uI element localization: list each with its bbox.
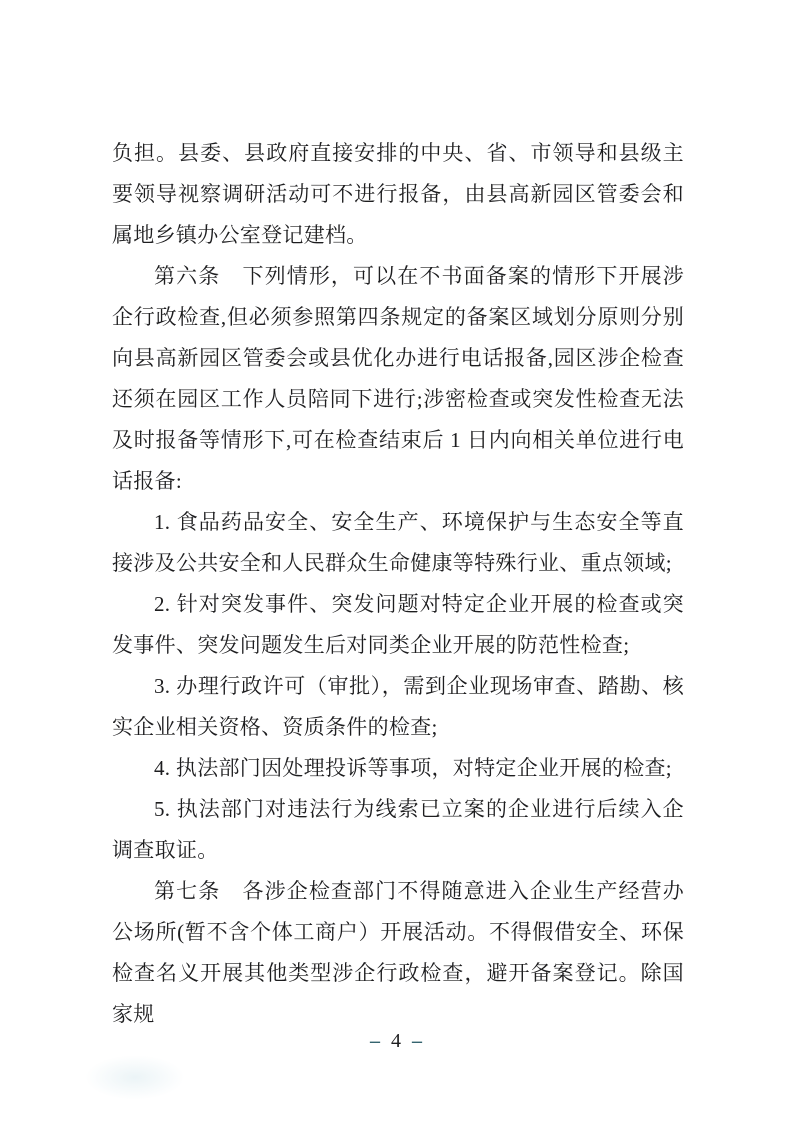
footer-dash-left: – — [370, 1030, 380, 1052]
document-body — [112, 133, 684, 1035]
footer-dash-right: – — [412, 1030, 422, 1052]
list-item-4: 4. 执法部门因处理投诉等事项，对特定企业开展的检查; — [154, 756, 672, 780]
paragraph-article-6: 第六条 下列情形，可以在不书面备案的情形下开展涉企行政检查,但必须参照第四条规定的备案区域划分原则分别向县高新园区管委会或县优化办进行电话报备,园区涉企检查还须在园区工作人员陪同下进行;涉密检查或突发性检查无法及时报备等情形下,可在检查结束后 1 日内向相关单位进行电话报备: — [112, 264, 684, 493]
scan-smudge — [85, 1055, 185, 1100]
list-item-5: 5. 执法部门对违法行为线索已立案的企业进行后续入企调查取证。 — [112, 797, 684, 862]
paragraph-article-7: 第七条 各涉企检查部门不得随意进入企业生产经营办公场所(暂不含个体工商户）开展活动。不得假借安全、环保检查名义开展其他类型涉企行政检查，避开备案登记。除国家规 — [112, 879, 684, 1026]
list-item-3: 3. 办理行政许可（审批），需到企业现场审查、踏勘、核实企业相关资格、资质条件的检查; — [112, 674, 684, 739]
page-footer — [0, 1029, 792, 1053]
list-item-2: 2. 针对突发事件、突发问题对特定企业开展的检查或突发事件、突发问题发生后对同类企业开展的防范性检查; — [112, 592, 684, 657]
page-number: 4 — [391, 1030, 401, 1052]
paragraph-continuation: 负担。县委、县政府直接安排的中央、省、市领导和县级主要领导视察调研活动可不进行报备，由县高新园区管委会和属地乡镇办公室登记建档。 — [112, 141, 684, 247]
list-item-1: 1. 食品药品安全、安全生产、环境保护与生态安全等直接涉及公共安全和人民群众生命健康等特殊行业、重点领域; — [112, 510, 684, 575]
